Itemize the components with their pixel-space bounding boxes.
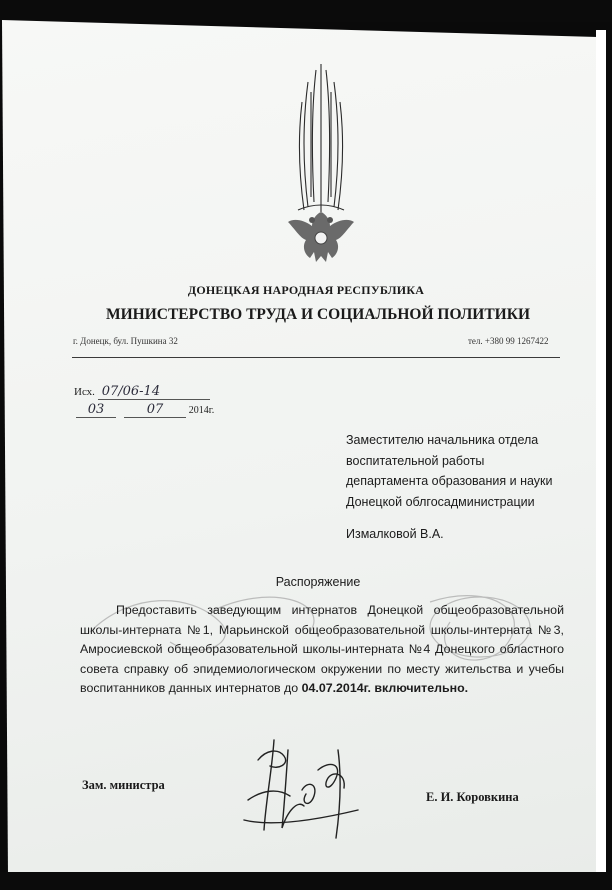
state-emblem-icon — [286, 62, 356, 272]
signer-name: Е. И. Коровкина — [426, 790, 519, 804]
addressee-name: Измалковой В.А. — [346, 527, 444, 541]
addressee-line: Заместителю начальника отдела — [346, 433, 539, 447]
addressee-line: Донецкой облгосадминистрации — [346, 494, 535, 509]
document-title: Распоряжение — [275, 575, 361, 589]
deadline-text: 04.07.2014г. включительно. — [301, 681, 469, 695]
document-body — [80, 601, 564, 699]
photo-border-top — [0, 0, 612, 22]
signer-position: Зам. министра — [82, 778, 165, 792]
photo-border-bottom — [0, 872, 612, 890]
addressee-block — [346, 430, 553, 545]
handwritten-signature — [238, 730, 368, 845]
header-divider — [72, 357, 560, 358]
reference-date — [76, 402, 214, 418]
paper-edge — [596, 30, 606, 875]
addressee-line: департамента образования и науки — [346, 474, 553, 488]
date-day: 03 — [87, 402, 105, 417]
ministry-phone: тел. +380 99 1267422 — [468, 336, 549, 346]
date-month: 07 — [146, 402, 164, 417]
date-year: 2014г. — [188, 405, 215, 416]
outgoing-number: 07/06-14 — [101, 384, 161, 399]
ministry-name: МИНИСТЕРСТВО ТРУДА И СОЦИАЛЬНОЙ ПОЛИТИКИ — [105, 306, 531, 323]
republic-name: ДОНЕЦКАЯ НАРОДНАЯ РЕСПУБЛИКА — [187, 283, 425, 297]
addressee-line: воспитательной работы — [346, 453, 485, 468]
ministry-address: г. Донецк, бул. Пушкина 32 — [73, 336, 178, 346]
outgoing-reference — [74, 384, 210, 400]
outgoing-label: Исх. — [74, 386, 95, 398]
body-text: Предоставить заведующим интернатов Донецкой общеобразовательной школы-интерната №1, Марьинской общеобразовательной школы-интерната №3, Амросиевской общеобразовательной школы-интерната №4 Донецкого областного совета справку об эпидемиологическом окружении по месту жительства и учебы воспитанников данных интернатов до — [80, 603, 564, 695]
